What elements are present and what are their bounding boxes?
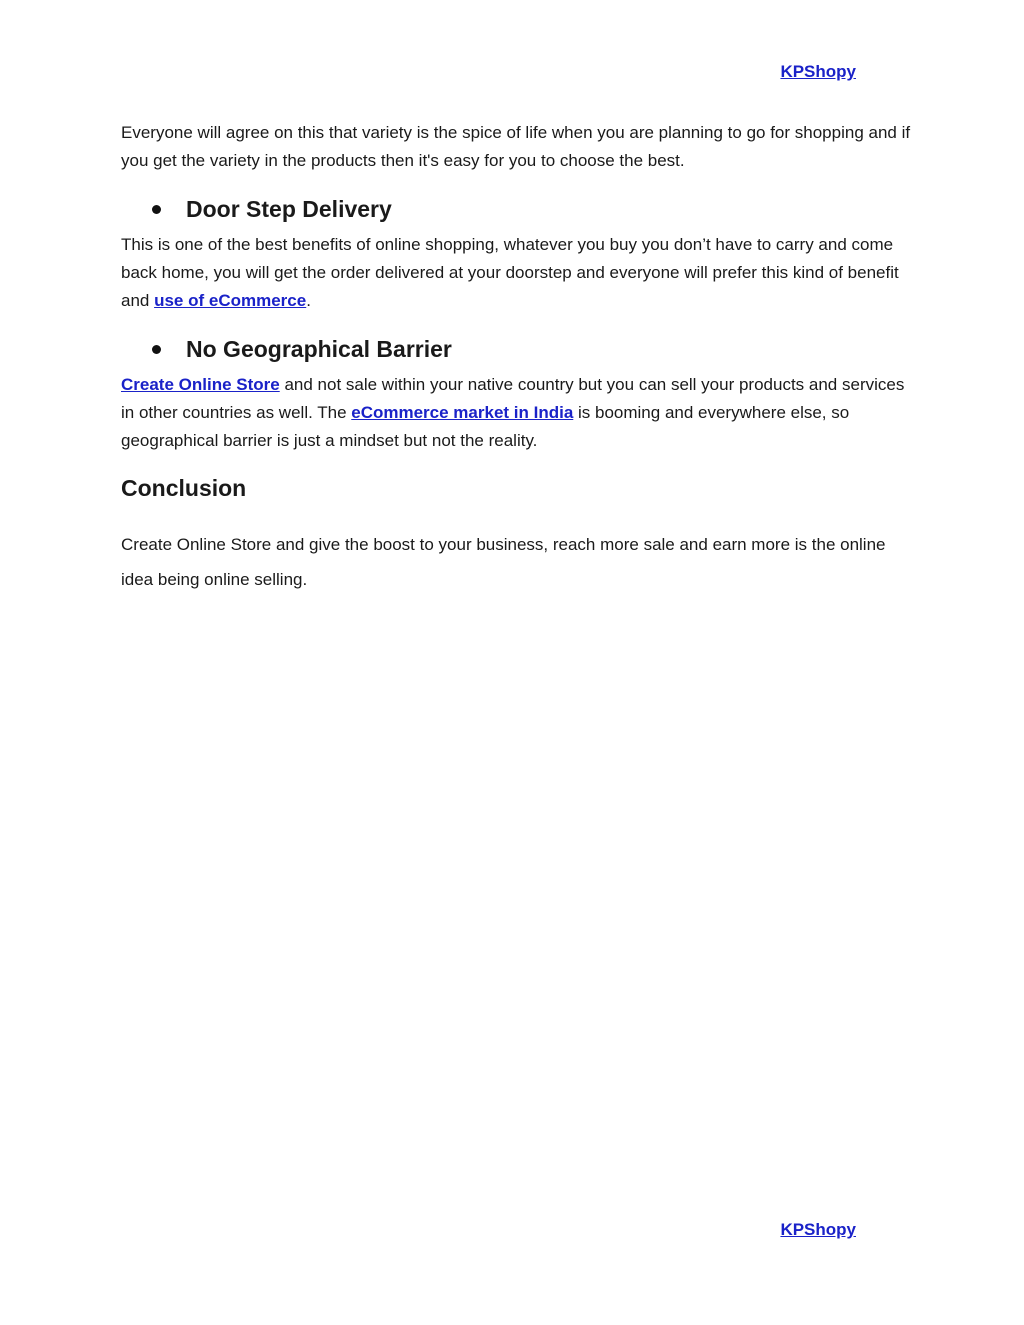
conclusion-heading: Conclusion xyxy=(121,475,247,501)
section-heading-text: No Geographical Barrier xyxy=(186,336,452,362)
use-of-ecommerce-link[interactable]: use of eCommerce xyxy=(154,291,307,310)
no-geographical-barrier-heading xyxy=(152,336,452,363)
conclusion-paragraph: Create Online Store and give the boost to your business, reach more sale and earn more is the online idea being online selling. xyxy=(121,535,886,589)
create-online-store-link[interactable]: Create Online Store xyxy=(121,375,280,394)
ecommerce-market-india-link[interactable]: eCommerce market in India xyxy=(351,403,574,422)
header-kpshopy-link[interactable]: KPShopy xyxy=(780,62,856,81)
paragraph-text: and not sale within your native country but you can sell your products and services in other countries as well. The xyxy=(121,375,905,422)
bullet-icon xyxy=(152,205,161,214)
paragraph-text-end: . xyxy=(306,291,311,310)
door-step-delivery-heading xyxy=(152,196,392,223)
no-geographical-barrier-paragraph xyxy=(121,371,911,455)
footer-kpshopy-link[interactable]: KPShopy xyxy=(780,1220,856,1239)
paragraph-text-end: is booming and everywhere else, so geographical barrier is just a mindset but not the reality. xyxy=(121,403,850,450)
bullet-icon xyxy=(152,345,161,354)
intro-paragraph: Everyone will agree on this that variety is the spice of life when you are planning to go for shopping and if you get the variety in the products then it's easy for you to choose the best. xyxy=(121,123,911,170)
section-heading-text: Door Step Delivery xyxy=(186,196,392,222)
paragraph-text: This is one of the best benefits of online shopping, whatever you buy you don’t have to carry and come back home, you will get the order delivered at your doorstep and everyone will prefer this kind of benefit and xyxy=(121,235,899,310)
door-step-delivery-paragraph xyxy=(121,231,911,315)
